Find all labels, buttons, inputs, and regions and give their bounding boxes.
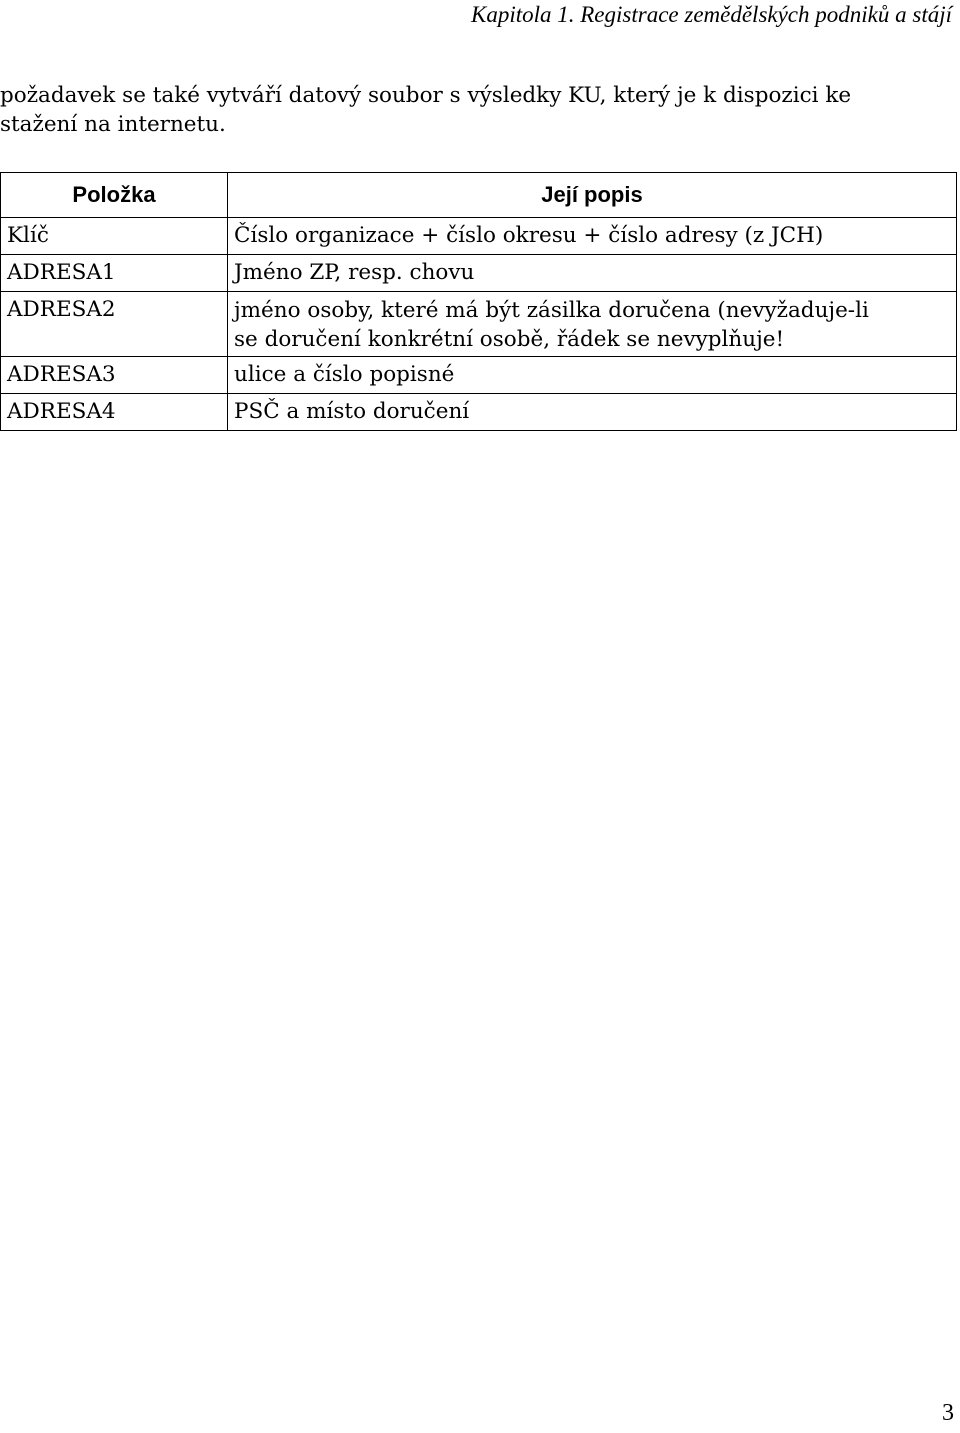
body-paragraph bbox=[0, 81, 958, 139]
header-description: Její popis bbox=[228, 173, 957, 218]
row-description bbox=[228, 394, 957, 431]
page-number: 3 bbox=[942, 1400, 954, 1426]
table-row bbox=[1, 394, 957, 431]
row-description bbox=[228, 292, 957, 357]
row-item: ADRESA4 bbox=[1, 394, 228, 431]
row-description bbox=[228, 357, 957, 394]
row-item: ADRESA1 bbox=[1, 255, 228, 292]
row-description bbox=[228, 255, 957, 292]
table-row bbox=[1, 357, 957, 394]
table-row bbox=[1, 218, 957, 255]
paragraph-line: stažení na internetu. bbox=[0, 112, 226, 137]
table-row bbox=[1, 255, 957, 292]
table-header-row bbox=[1, 173, 957, 218]
description-line: Číslo organizace + číslo okresu + číslo adresy (z JCH) bbox=[234, 223, 824, 248]
paragraph-line: požadavek se také vytváří datový soubor s výsledky KU, který je k dispozici ke bbox=[0, 83, 852, 108]
row-description bbox=[228, 218, 957, 255]
description-line: ulice a číslo popisné bbox=[234, 362, 455, 387]
table-row bbox=[1, 292, 957, 357]
description-line: Jméno ZP, resp. chovu bbox=[234, 260, 475, 285]
description-line: jméno osoby, které má být zásilka doručena (nevyžaduje-li bbox=[234, 298, 869, 323]
description-line: se doručení konkrétní osobě, řádek se nevyplňuje! bbox=[234, 327, 785, 352]
row-item: ADRESA2 bbox=[1, 292, 228, 357]
running-header: Kapitola 1. Registrace zemědělských podniků a stájí bbox=[471, 2, 952, 27]
description-line: PSČ a místo doručení bbox=[234, 399, 470, 424]
data-table bbox=[0, 172, 957, 431]
row-item: Klíč bbox=[1, 218, 228, 255]
row-item: ADRESA3 bbox=[1, 357, 228, 394]
header-item: Položka bbox=[1, 173, 228, 218]
